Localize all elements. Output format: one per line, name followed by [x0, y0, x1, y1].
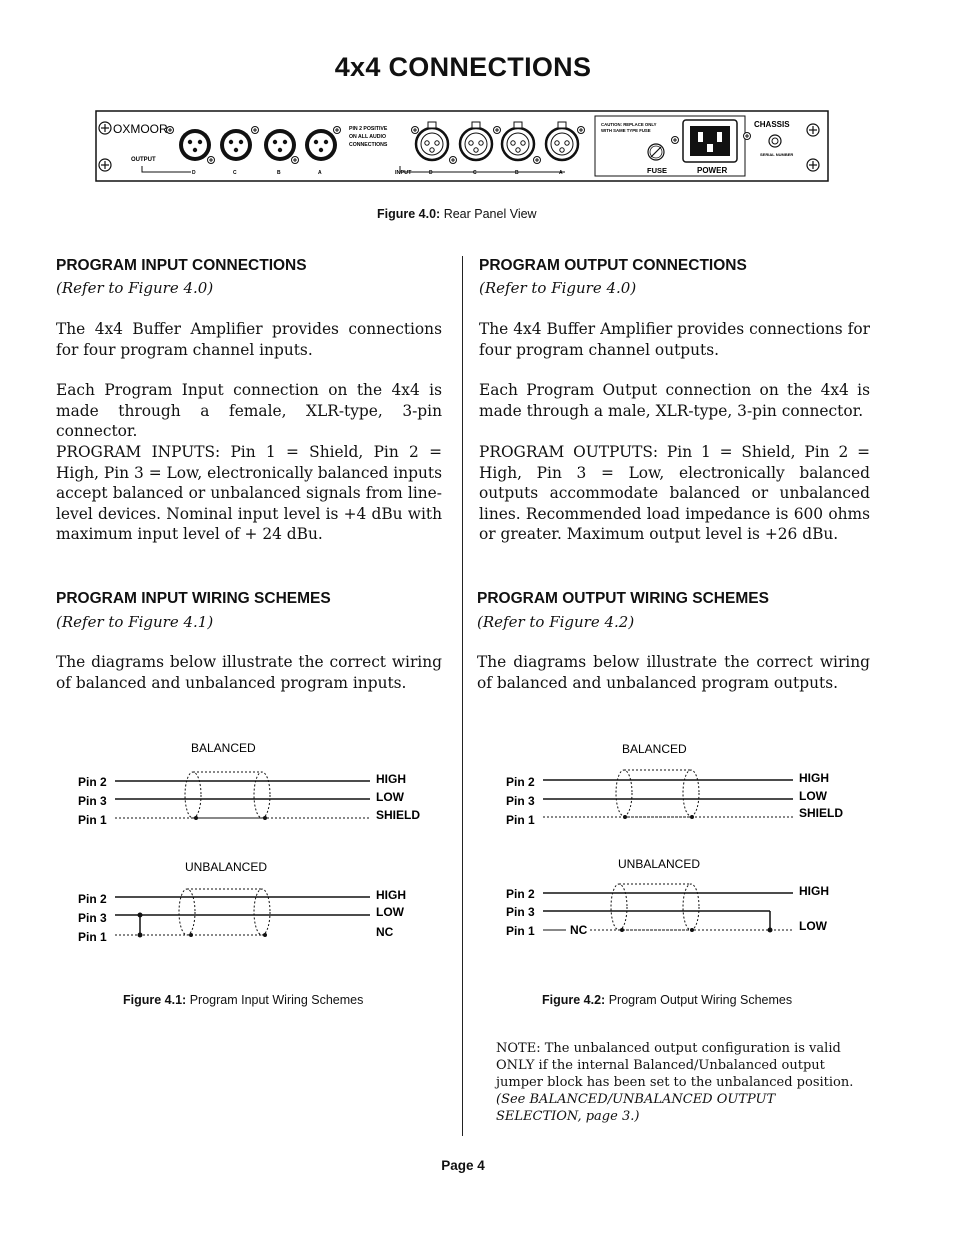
figure-4-0-label: Figure 4.0: [377, 207, 441, 221]
junction-dot [768, 928, 773, 933]
input-wiring-paragraph: The diagrams below illustrate the correct wiring of balanced and unbalanced program inputs. [56, 653, 442, 692]
serial-number-label: SERIAL NUMBER [760, 152, 794, 157]
figure-4-2-text: Program Output Wiring Schemes [608, 993, 793, 1007]
rack-screw-icon [99, 159, 111, 171]
output-wiring-diagram [498, 735, 858, 950]
input-wiring-diagram [70, 735, 430, 950]
chassis-label: CHASSIS [754, 120, 790, 129]
channel-letter: B [277, 170, 281, 176]
pin-label: Pin 2 [78, 775, 107, 789]
polarity-marker-icon [208, 157, 215, 164]
output-wiring-ref: (Refer to Figure 4.2) [477, 613, 635, 631]
polarity-marker-icon [578, 127, 585, 134]
figure-4-1-label: Figure 4.1: [123, 993, 187, 1007]
cable-shield-icon [611, 884, 699, 930]
nc-label: NC [570, 923, 588, 937]
output-note [496, 1040, 856, 1125]
end-label: SHIELD [376, 808, 421, 822]
channel-letter: D [429, 170, 433, 176]
figure-4-1-text: Program Input Wiring Schemes [189, 993, 364, 1007]
channel-letter: A [559, 170, 563, 176]
end-label: HIGH [376, 772, 406, 786]
junction-dot [263, 933, 267, 937]
program-output-paragraph-1: The 4x4 Buffer Amplifier provides connections for four program channel outputs. [479, 320, 870, 359]
junction-dot [138, 913, 143, 918]
junction-dot [623, 815, 627, 819]
cable-shield-icon [616, 770, 699, 817]
note-text: NOTE: The unbalanced output configuration is valid ONLY if the internal Balanced/Unbalanced output jumper block has been set to the unbalanced position. [496, 1041, 854, 1090]
junction-dot [189, 933, 193, 937]
brand-logo: OXMOOR [113, 122, 168, 136]
polarity-marker-icon [534, 157, 541, 164]
pin-label: Pin 2 [506, 775, 535, 789]
junction-dot [194, 816, 198, 820]
column-divider [462, 256, 463, 1136]
unbalanced-title: UNBALANCED [185, 860, 268, 874]
program-input-paragraph-3: PROGRAM INPUTS: Pin 1 = Shield, Pin 2 = High, Pin 3 = Low, electronically balanced inputs accept balanced or unbalanced signals from line-level devices. Nominal input level is +4 dBu with maximum input level of + 24 dBu. [56, 443, 442, 544]
program-output-heading: PROGRAM OUTPUT CONNECTIONS [479, 257, 747, 274]
pin-note-line-3: CONNECTIONS [349, 142, 388, 148]
program-input-heading: PROGRAM INPUT CONNECTIONS [56, 257, 307, 274]
end-label: HIGH [799, 884, 829, 898]
balanced-title: BALANCED [622, 742, 687, 756]
pin-label: Pin 3 [78, 911, 107, 925]
channel-letter: C [233, 170, 237, 176]
rack-screw-icon [99, 122, 111, 134]
junction-dot [620, 928, 624, 932]
input-wiring-heading: PROGRAM INPUT WIRING SCHEMES [56, 590, 331, 607]
output-wiring-heading: PROGRAM OUTPUT WIRING SCHEMES [477, 590, 769, 607]
program-input-paragraph-2: Each Program Input connection on the 4x4 is made through a female, XLR-type, 3-pin connector. [56, 381, 442, 441]
note-reference: (See BALANCED/UNBALANCED OUTPUT SELECTION, page 3.) [496, 1092, 776, 1124]
rear-panel-figure [95, 110, 830, 183]
end-label: HIGH [376, 888, 406, 902]
polarity-marker-icon [334, 127, 341, 134]
end-label: LOW [799, 919, 827, 933]
rack-screw-icon [807, 124, 819, 136]
polarity-marker-icon [672, 137, 679, 144]
input-label: INPUT [395, 170, 412, 176]
junction-dot [690, 928, 694, 932]
pin-label: Pin 3 [506, 794, 535, 808]
pin-label: Pin 2 [78, 892, 107, 906]
program-output-paragraph-3: PROGRAM OUTPUTS: Pin 1 = Shield, Pin 2 = High, Pin 3 = Low, electronically balanced outputs accommodate balanced or unbalanced lines. Recommended load impedance is 600 ohms or greater. Maximum output level is +26 dBu. [479, 443, 870, 544]
figure-4-2-caption [542, 993, 792, 1007]
page-number: Page 4 [441, 1158, 485, 1173]
end-label: HIGH [799, 771, 829, 785]
pin-label: Pin 3 [506, 905, 535, 919]
power-label: POWER [697, 166, 728, 175]
program-output-paragraph-2: Each Program Output connection on the 4x4 is made through a male, XLR-type, 3-pin connector. [479, 381, 870, 420]
output-label: OUTPUT [131, 157, 156, 163]
end-label: SHIELD [799, 806, 844, 820]
cable-shield-icon [185, 772, 270, 818]
output-wiring-paragraph: The diagrams below illustrate the correct wiring of balanced and unbalanced program outputs. [477, 653, 870, 692]
pin-label: Pin 3 [78, 794, 107, 808]
channel-letter: B [515, 170, 519, 176]
figure-4-0-caption [377, 207, 537, 221]
cable-shield-icon [179, 889, 270, 935]
chassis-ground-icon [769, 135, 781, 147]
fuse-holder-icon [648, 144, 664, 160]
program-input-paragraph-1: The 4x4 Buffer Amplifier provides connections for four program channel inputs. [56, 320, 442, 359]
polarity-marker-icon [450, 157, 457, 164]
polarity-marker-icon [292, 157, 299, 164]
end-label: NC [376, 925, 394, 939]
program-input-ref: (Refer to Figure 4.0) [56, 279, 214, 297]
program-output-ref: (Refer to Figure 4.0) [479, 279, 637, 297]
figure-4-1-caption [123, 993, 363, 1007]
polarity-marker-icon [744, 133, 751, 140]
input-wiring-ref: (Refer to Figure 4.1) [56, 613, 214, 631]
unbalanced-title: UNBALANCED [618, 857, 701, 871]
channel-letter: A [318, 170, 322, 176]
end-label: LOW [376, 905, 404, 919]
pin-label: Pin 1 [506, 813, 535, 827]
channel-letter: C [473, 170, 477, 176]
pin-label: Pin 1 [506, 924, 535, 938]
end-label: LOW [376, 790, 404, 804]
pin-label: Pin 2 [506, 887, 535, 901]
polarity-marker-icon [412, 127, 419, 134]
rack-screw-icon [807, 159, 819, 171]
balanced-title: BALANCED [191, 741, 256, 755]
channel-letter: D [192, 170, 196, 176]
polarity-marker-icon [252, 127, 259, 134]
junction-dot [263, 816, 267, 820]
pin-label: Pin 1 [78, 930, 107, 944]
caution-line-2: WITH SAME TYPE FUSE [601, 128, 651, 133]
polarity-marker-icon [494, 127, 501, 134]
figure-4-2-label: Figure 4.2: [542, 993, 606, 1007]
junction-dot [690, 815, 694, 819]
pin-label: Pin 1 [78, 813, 107, 827]
figure-4-0-text: Rear Panel View [443, 207, 537, 221]
pin-note-line-2: ON ALL AUDIO [349, 134, 386, 140]
junction-dot [138, 933, 143, 938]
power-inlet-icon [683, 120, 737, 162]
page-title: 4x4 CONNECTIONS [334, 52, 592, 82]
pin-note-line-1: PIN 2 POSITIVE [349, 126, 388, 132]
caution-line-1: CAUTION: REPLACE ONLY [601, 122, 657, 127]
fuse-label: FUSE [647, 166, 668, 175]
end-label: LOW [799, 789, 827, 803]
